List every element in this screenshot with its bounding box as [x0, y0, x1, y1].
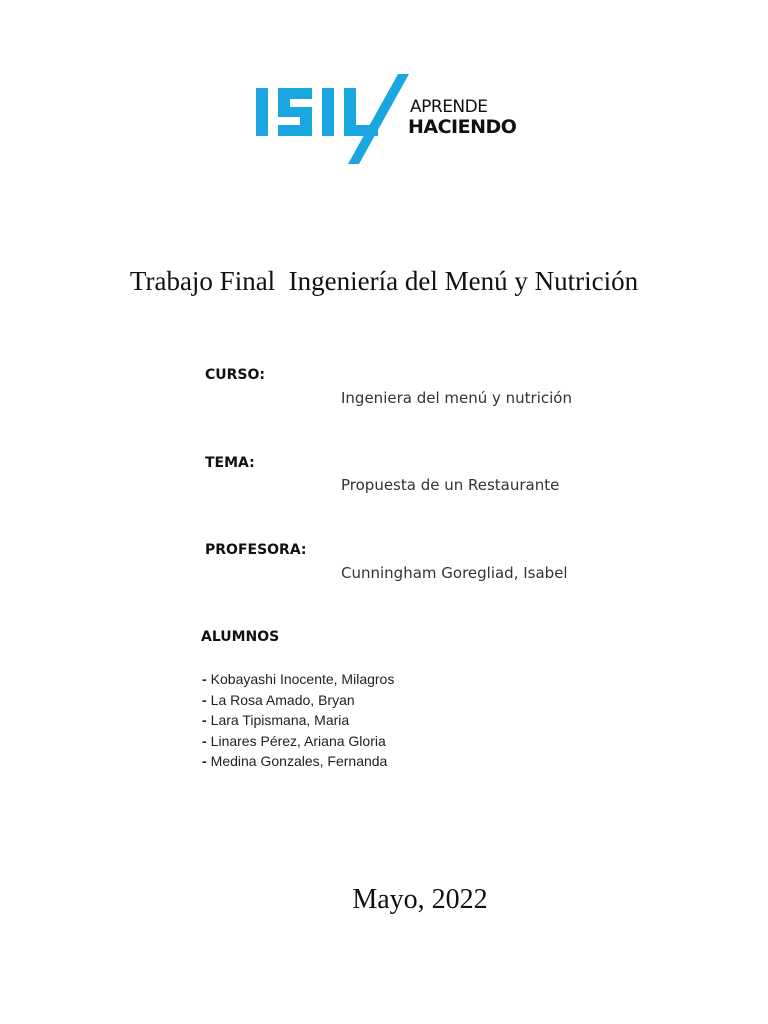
- student-item: [202, 669, 394, 690]
- isil-logo: [252, 72, 522, 168]
- bullet-dash: -: [202, 691, 207, 708]
- logo-tagline-haciendo: HACIENDO: [408, 116, 517, 138]
- student-item: [202, 710, 394, 731]
- profesora-value: Cunningham Goregliad, Isabel: [341, 564, 568, 582]
- student-item: [202, 751, 394, 772]
- student-item: [202, 690, 394, 711]
- alumnos-label: ALUMNOS: [201, 629, 280, 645]
- tema-value: Propuesta de un Restaurante: [341, 476, 560, 494]
- curso-value: Ingeniera del menú y nutrición: [341, 389, 572, 407]
- student-list: [202, 669, 394, 772]
- student-name: La Rosa Amado, Bryan: [210, 691, 355, 708]
- curso-label: CURSO:: [205, 367, 266, 383]
- tema-label: TEMA:: [205, 455, 255, 471]
- logo-tagline-aprende: APRENDE: [410, 97, 488, 117]
- student-name: Kobayashi Inocente, Milagros: [210, 671, 395, 687]
- student-name: Linares Pérez, Ariana Gloria: [210, 732, 386, 749]
- profesora-label: PROFESORA:: [205, 542, 307, 558]
- student-name: Lara Tipismana, Maria: [210, 712, 350, 728]
- bullet-dash: -: [202, 753, 207, 769]
- bullet-dash: -: [202, 732, 207, 749]
- student-item: [202, 731, 394, 752]
- bullet-dash: -: [202, 712, 207, 728]
- document-date: Mayo, 2022: [352, 884, 488, 915]
- student-name: Medina Gonzales, Fernanda: [210, 753, 388, 769]
- document-title: Trabajo Final Ingeniería del Menú y Nutrición: [129, 266, 639, 296]
- isil-logo-graphic: [252, 72, 522, 168]
- bullet-dash: -: [202, 671, 207, 687]
